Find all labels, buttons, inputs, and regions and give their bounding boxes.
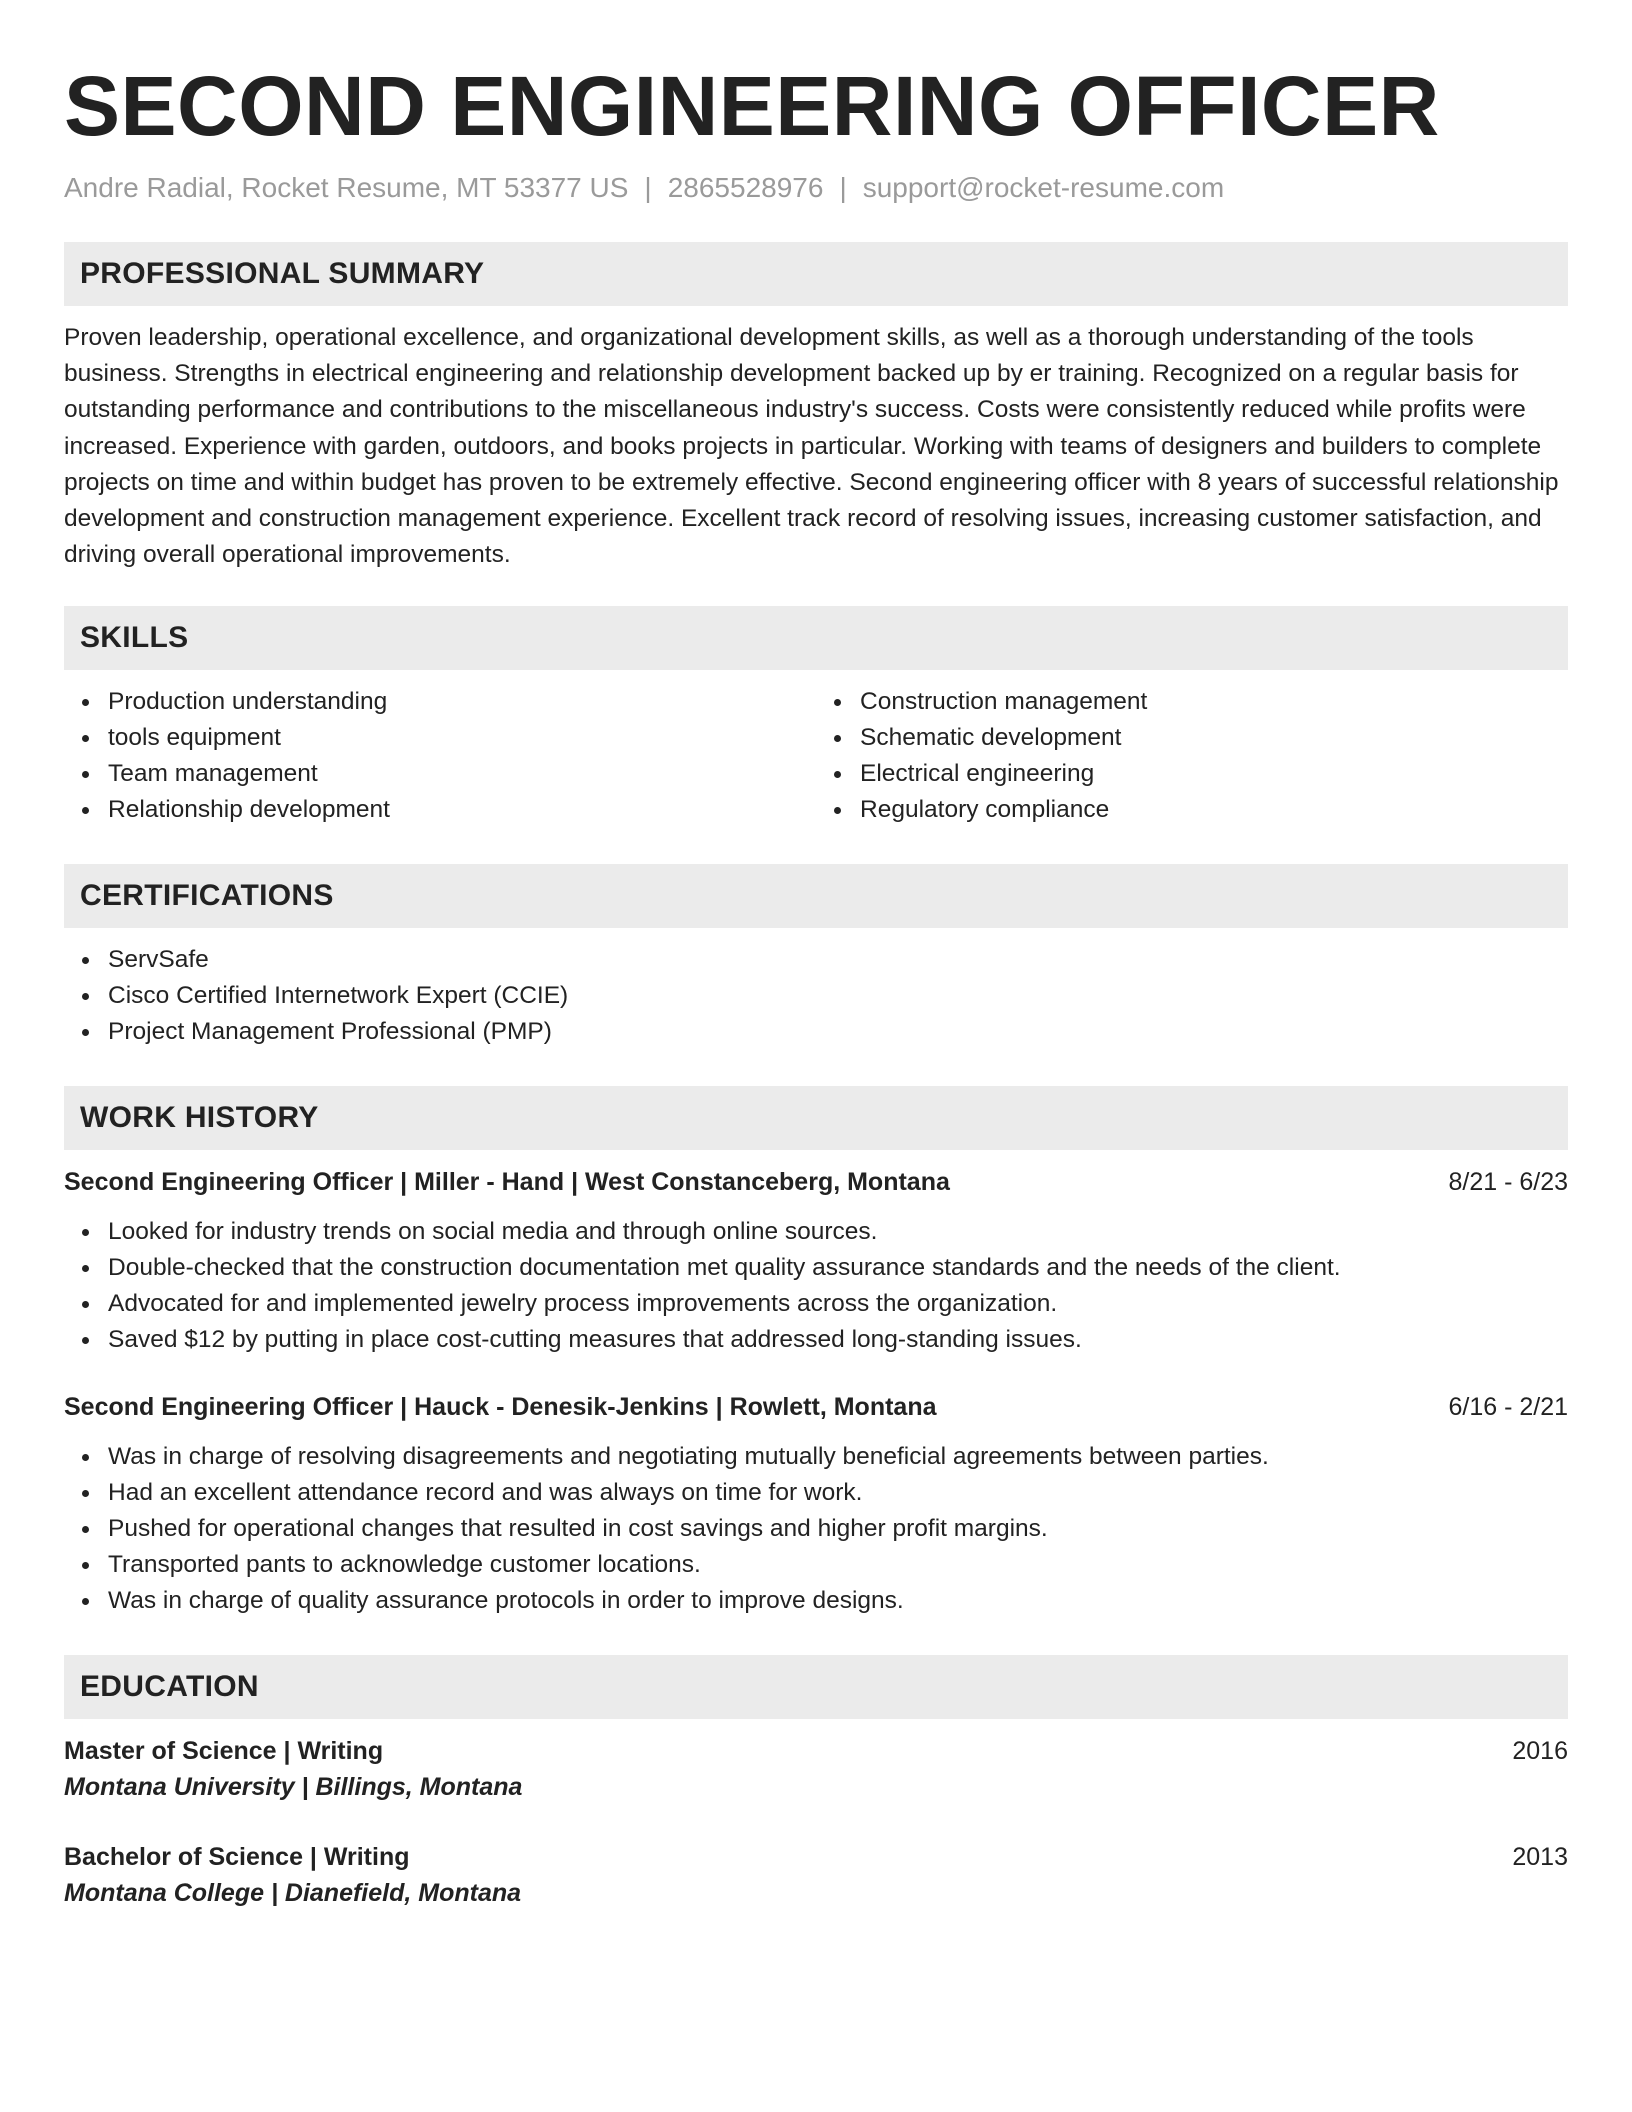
skills-list-left: [64, 684, 816, 828]
graduation-year: 2013: [1512, 1843, 1568, 1872]
work-history-section: [64, 1086, 1568, 1619]
certification-item: ServSafe: [108, 942, 1568, 978]
job-bullet: Looked for industry trends on social media and through online sources.: [108, 1214, 1568, 1250]
skill-item: Electrical engineering: [860, 756, 1568, 792]
job-entry: [64, 1389, 1568, 1619]
contact-phone: 2865528976: [667, 172, 824, 203]
skill-item: tools equipment: [108, 720, 816, 756]
skill-item: Schematic development: [860, 720, 1568, 756]
job-dates: 6/16 - 2/21: [1448, 1393, 1568, 1422]
job-bullets: [64, 1214, 1568, 1358]
certifications-list: [64, 942, 1568, 1050]
contact-separator: |: [644, 172, 652, 203]
job-bullet: Had an excellent attendance record and was always on time for work.: [108, 1475, 1568, 1511]
job-dates: 8/21 - 6/23: [1448, 1168, 1568, 1197]
education-header: [64, 1733, 1568, 1769]
summary-section: [64, 242, 1568, 573]
job-title: Second Engineering Officer | Hauck - Denesik-Jenkins | Rowlett, Montana: [64, 1393, 937, 1422]
certification-item: Project Management Professional (PMP): [108, 1014, 1568, 1050]
degree: Bachelor of Science | Writing: [64, 1843, 410, 1872]
job-title: Second Engineering Officer | Miller - Hand | West Constanceberg, Montana: [64, 1168, 950, 1197]
skill-item: Team management: [108, 756, 816, 792]
contact-separator: |: [839, 172, 847, 203]
skills-grid: [64, 670, 1568, 828]
job-entry: [64, 1164, 1568, 1358]
job-bullets: [64, 1439, 1568, 1619]
summary-text: Proven leadership, operational excellence, and organizational development skills, as well as a thorough understanding of the tools business. Strengths in electrical engineering and relationship development backed up by er training. Recognized on a regular basis for outstanding performance and contributions to the miscellaneous industry's success. Costs were consistently reduced while profits were increased. Experience with garden, outdoors, and books projects in particular. Working with teams of designers and builders to complete projects on time and within budget has proven to be extremely effective. Second engineering officer with 8 years of successful relationship development and construction management experience. Excellent track record of resolving issues, increasing customer satisfaction, and driving overall operational improvements.: [64, 324, 1559, 569]
skill-item: Relationship development: [108, 792, 816, 828]
education-entry: [64, 1839, 1568, 1911]
job-bullet: Double-checked that the construction documentation met quality assurance standards and the needs of the client.: [108, 1250, 1568, 1286]
skill-item: Construction management: [860, 684, 1568, 720]
education-section: [64, 1655, 1568, 1911]
certification-item: Cisco Certified Internetwork Expert (CCIE): [108, 978, 1568, 1014]
degree: Master of Science | Writing: [64, 1737, 384, 1766]
job-bullet: Was in charge of quality assurance protocols in order to improve designs.: [108, 1583, 1568, 1619]
summary-heading: PROFESSIONAL SUMMARY: [64, 242, 1568, 306]
job-header: [64, 1389, 1568, 1425]
job-bullet: Pushed for operational changes that resulted in cost savings and higher profit margins.: [108, 1511, 1568, 1547]
job-bullet: Transported pants to acknowledge customer locations.: [108, 1547, 1568, 1583]
education-header: [64, 1839, 1568, 1875]
work-history-heading: WORK HISTORY: [64, 1086, 1568, 1150]
skills-list-right: [816, 684, 1568, 828]
school: Montana University | Billings, Montana: [64, 1773, 523, 1802]
job-bullet: Advocated for and implemented jewelry process improvements across the organization.: [108, 1286, 1568, 1322]
skill-item: Production understanding: [108, 684, 816, 720]
job-header: [64, 1164, 1568, 1200]
skills-heading: SKILLS: [64, 606, 1568, 670]
candidate-name: SECOND ENGINEERING OFFICER: [64, 59, 1440, 153]
certifications-section: [64, 864, 1568, 1050]
skills-section: [64, 606, 1568, 828]
job-bullet: Saved $12 by putting in place cost-cutting measures that addressed long-standing issues.: [108, 1322, 1568, 1358]
school: Montana College | Dianefield, Montana: [64, 1879, 522, 1908]
contact-address: Andre Radial, Rocket Resume, MT 53377 US: [64, 172, 629, 203]
job-bullet: Was in charge of resolving disagreements and negotiating mutually beneficial agreements between parties.: [108, 1439, 1568, 1475]
certifications-heading: CERTIFICATIONS: [64, 864, 1568, 928]
skill-item: Regulatory compliance: [860, 792, 1568, 828]
contact-email: support@rocket-resume.com: [862, 172, 1225, 203]
graduation-year: 2016: [1512, 1737, 1568, 1766]
education-heading: EDUCATION: [64, 1655, 1568, 1719]
education-entry: [64, 1733, 1568, 1805]
contact-line: [64, 170, 1568, 206]
